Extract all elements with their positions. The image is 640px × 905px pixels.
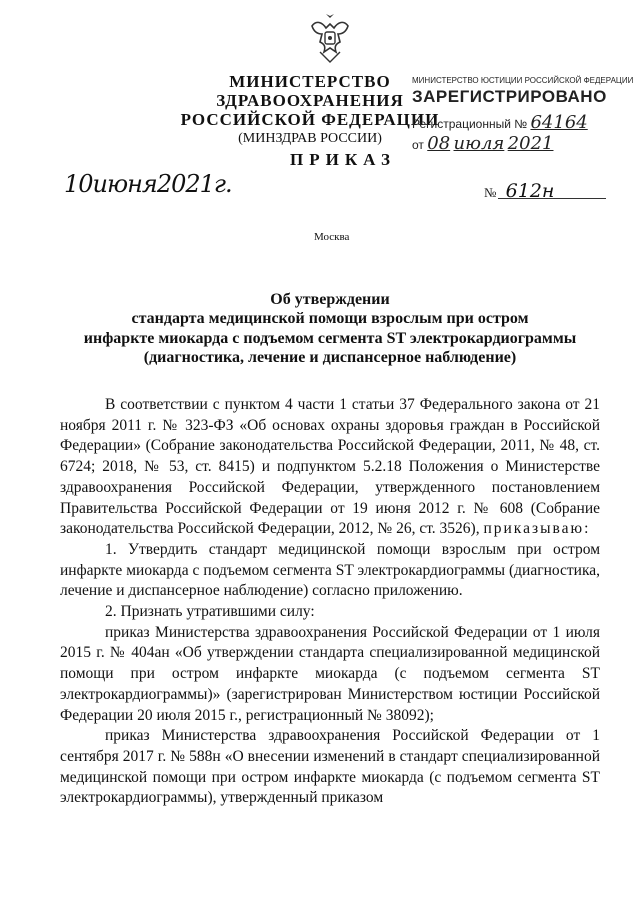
- order-title: [60, 290, 600, 367]
- ministry-name-line1: МИНИСТЕРСТВО ЗДРАВООХРАНЕНИЯ: [216, 72, 404, 110]
- title-line2: стандарта медицинской помощи взрослым при остром: [131, 310, 529, 328]
- registration-stamp: [412, 76, 634, 158]
- emblem-icon: [306, 12, 354, 64]
- stamp-reg-label: Регистрационный №: [412, 117, 528, 131]
- number-value: 612н: [505, 180, 555, 202]
- number-label: №: [484, 185, 497, 200]
- ministry-name-line2: РОССИЙСКОЙ ФЕДЕРАЦИИ: [180, 110, 440, 129]
- item-2a: приказ Министерства здравоохранения Российской Федерации от 1 июля 2015 г. № 404ан «Об утверждении стандарта специализированной медицинской помощи при остром инфаркте миокарда (с подъемом сегмента ST электрокардиограммы)» (зарегистрирован Министерством юстиции Российской Федерации 20 июля 2015 г., регистрационный № 38092);: [60, 623, 600, 724]
- order-word: приказываю:: [483, 520, 591, 538]
- item-2: 2. Признать утратившими силу:: [105, 603, 315, 621]
- title-line1: Об утверждении: [270, 291, 390, 308]
- number-underline: [498, 198, 606, 199]
- stamp-reg-number-row: [412, 112, 618, 133]
- preamble-paragraph: [60, 395, 600, 540]
- stamp-registered: ЗАРЕГИСТРИРОВАНО: [412, 87, 607, 106]
- handwritten-date: 10июня2021г.: [64, 170, 232, 198]
- doc-type-title: ПРИКАЗ: [290, 150, 396, 169]
- city: Москва: [314, 231, 350, 243]
- stamp-date-prefix: от: [412, 138, 424, 152]
- stamp-date-month: июля: [453, 133, 505, 154]
- stamp-date-day: 08: [427, 133, 451, 154]
- preamble-text: В соответствии с пунктом 4 части 1 статьи 37 Федерального закона от 21 ноября 2011 г. № 323-ФЗ «Об основах охраны здоровья граждан в Российской Федерации» (Собрание законодательства Российской Федерации, 2011, № 48, ст. 6724; 2018, № 53, ст. 8415) и подпунктом 5.2.18 Положения о Министерстве здравоохранения Российской Федерации, утвержденного постановлением Правительства Российской Федерации от 19 июня 2012 г. № 608 (Собрание законодательства Российской Федерации, 2012, № 26, ст. 3526),: [60, 396, 600, 538]
- item-2b: приказ Министерства здравоохранения Российской Федерации от 1 сентября 2017 г. № 588н «О внесении изменений в стандарт специализированной медицинской помощи при остром инфаркте миокарда (с подъемом сегмента ST электрокардиограммы), утвержденный приказом: [60, 727, 600, 807]
- title-line3: инфаркте миокарда с подъемом сегмента ST электрокардиограммы: [83, 329, 577, 347]
- ministry-short-name: (МИНЗДРАВ РОССИИ): [238, 131, 382, 146]
- stamp-reg-number: 64164: [530, 112, 588, 133]
- stamp-date-row: [412, 133, 618, 154]
- item-1: 1. Утвердить стандарт медицинской помощи взрослым при остром инфаркте миокарда с подъемом сегмента ST электрокардиограммы (диагностика, лечение и диспансерное наблюдение) согласно приложению.: [60, 540, 600, 600]
- stamp-date-year: 2021: [507, 133, 554, 154]
- order-body: [60, 395, 600, 809]
- stamp-header: МИНИСТЕРСТВО ЮСТИЦИИ РОССИЙСКОЙ ФЕДЕРАЦИИ: [412, 76, 634, 85]
- title-line4: (диагностика, лечение и диспансерное наблюдение): [143, 348, 517, 366]
